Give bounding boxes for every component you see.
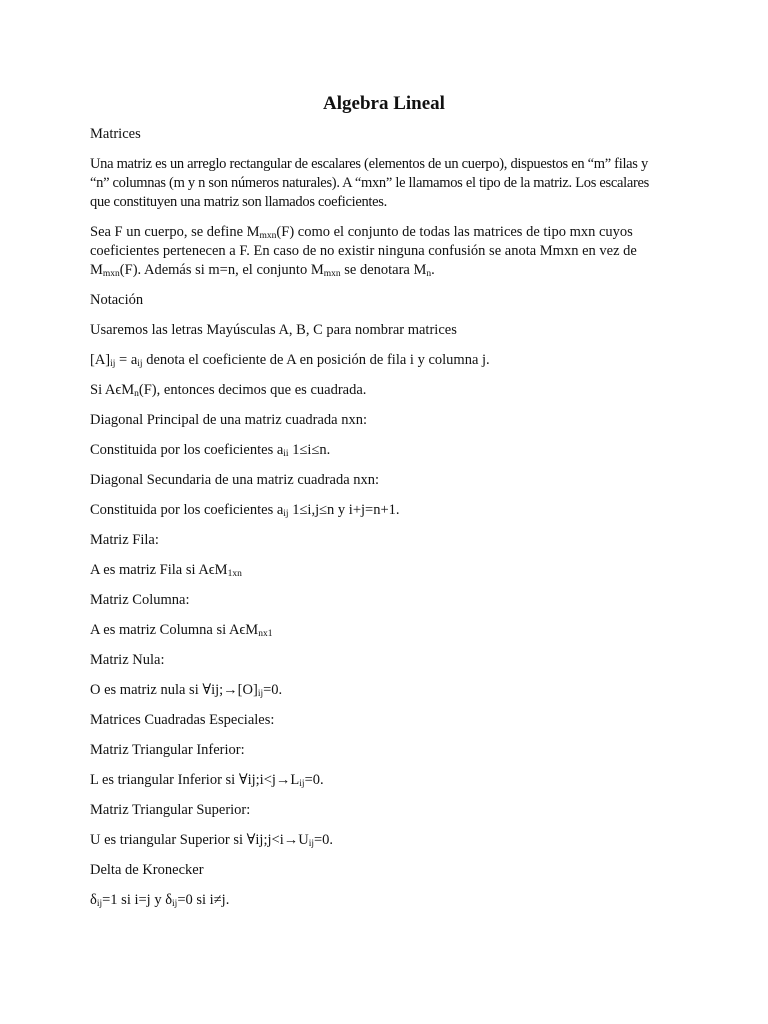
heading-delta-kronecker: Delta de Kronecker xyxy=(90,862,204,878)
text: =0 si i≠j. xyxy=(177,892,230,908)
matriz-fila-def xyxy=(90,561,670,580)
subscript: ij xyxy=(96,899,103,909)
heading-matriz-columna: Matriz Columna: xyxy=(90,592,190,608)
heading-cuadradas-especiales: Matrices Cuadradas Especiales: xyxy=(90,712,275,728)
text: =0. xyxy=(313,832,334,848)
matriz-columna-def xyxy=(90,621,670,640)
text: δ xyxy=(90,892,97,908)
text: O es matriz nula si ∀ij;→[O] xyxy=(90,682,258,698)
aij-notation xyxy=(90,351,670,370)
text: (F). Además si m=n, el conjunto M xyxy=(119,262,324,278)
text: A es matriz Fila si AϵM xyxy=(90,562,228,578)
subscript: n xyxy=(134,389,139,399)
text: =0. xyxy=(263,682,283,698)
heading-matriz-fila: Matriz Fila: xyxy=(90,532,159,548)
subscript: ij xyxy=(257,689,264,699)
text: 1≤i,j≤n y i+j=n+1. xyxy=(288,502,400,518)
text: Si AϵM xyxy=(90,382,135,398)
text: se denotara M xyxy=(340,262,427,278)
triangular-inferior-def xyxy=(90,771,670,790)
subscript: ij xyxy=(283,509,289,519)
text: [A] xyxy=(90,352,111,368)
heading-notacion: Notación xyxy=(90,292,144,308)
text: Sea F un cuerpo, se define M xyxy=(90,224,260,240)
subscript: 1xn xyxy=(227,569,242,579)
subscript: ij xyxy=(110,359,116,369)
subscript: mxn xyxy=(259,231,277,241)
definition-paragraph: Una matriz es un arreglo rectangular de escalares (elementos de un cuerpo), dispuestos en “m” filas y “n” columnas (m y n son números naturales). A “mxn” le llamamos el tipo de la matriz. Los escalares que constituyen una matriz son llamados coeficientes. xyxy=(90,156,649,210)
subscript: n xyxy=(426,269,432,279)
text: A es matriz Columna si AϵM xyxy=(90,622,259,638)
heading-matriz-nula: Matriz Nula: xyxy=(90,652,165,668)
text: 1≤i≤n. xyxy=(288,442,331,458)
text: L es triangular Inferior si ∀ij;i<j→L xyxy=(90,772,300,788)
text: Constituida por los coeficientes a xyxy=(90,502,284,518)
page-title: Algebra Lineal xyxy=(323,93,445,114)
subscript: ij xyxy=(299,779,305,789)
text: (F) como el conjunto de todas las matrices de tipo mxn cuyos coeficientes pertenecen a F. En caso de no existir ninguna confusión se anota Mmxn en vez de M xyxy=(90,224,637,278)
diagonal-secundaria-def xyxy=(90,501,670,520)
notation-letters: Usaremos las letras Mayúsculas A, B, C para nombrar matrices xyxy=(90,322,457,338)
document-body xyxy=(90,125,670,921)
subscript: ij xyxy=(172,899,178,909)
heading-triangular-inferior: Matriz Triangular Inferior: xyxy=(90,742,245,758)
subscript: mxn xyxy=(323,269,341,279)
heading-diagonal-principal: Diagonal Principal de una matriz cuadrada nxn: xyxy=(90,412,368,428)
heading-triangular-superior: Matriz Triangular Superior: xyxy=(90,802,251,818)
text: (F), entonces decimos que es cuadrada. xyxy=(138,382,367,398)
delta-kronecker-def xyxy=(90,891,670,910)
text: =1 si i=j y δ xyxy=(102,892,173,908)
diagonal-principal-def xyxy=(90,441,670,460)
text: = a xyxy=(115,352,138,368)
text: U es triangular Superior si ∀ij;j<i→U xyxy=(90,832,309,848)
subscript: ii xyxy=(283,449,289,459)
text: =0. xyxy=(304,772,324,788)
text: . xyxy=(431,262,435,278)
subscript: nx1 xyxy=(258,629,273,639)
heading-diagonal-secundaria: Diagonal Secundaria de una matriz cuadrada nxn: xyxy=(90,472,380,488)
sea-f-paragraph xyxy=(90,223,670,280)
subscript: ij xyxy=(308,839,314,849)
square-matrix-line xyxy=(90,381,670,400)
triangular-superior-def xyxy=(90,831,670,850)
text: Constituida por los coeficientes a xyxy=(90,442,284,458)
matriz-nula-def xyxy=(90,681,670,700)
heading-matrices: Matrices xyxy=(90,126,141,142)
subscript: mxn xyxy=(102,269,120,279)
text: denota el coeficiente de A en posición de fila i y columna j. xyxy=(142,352,490,368)
subscript: ij xyxy=(137,359,143,369)
